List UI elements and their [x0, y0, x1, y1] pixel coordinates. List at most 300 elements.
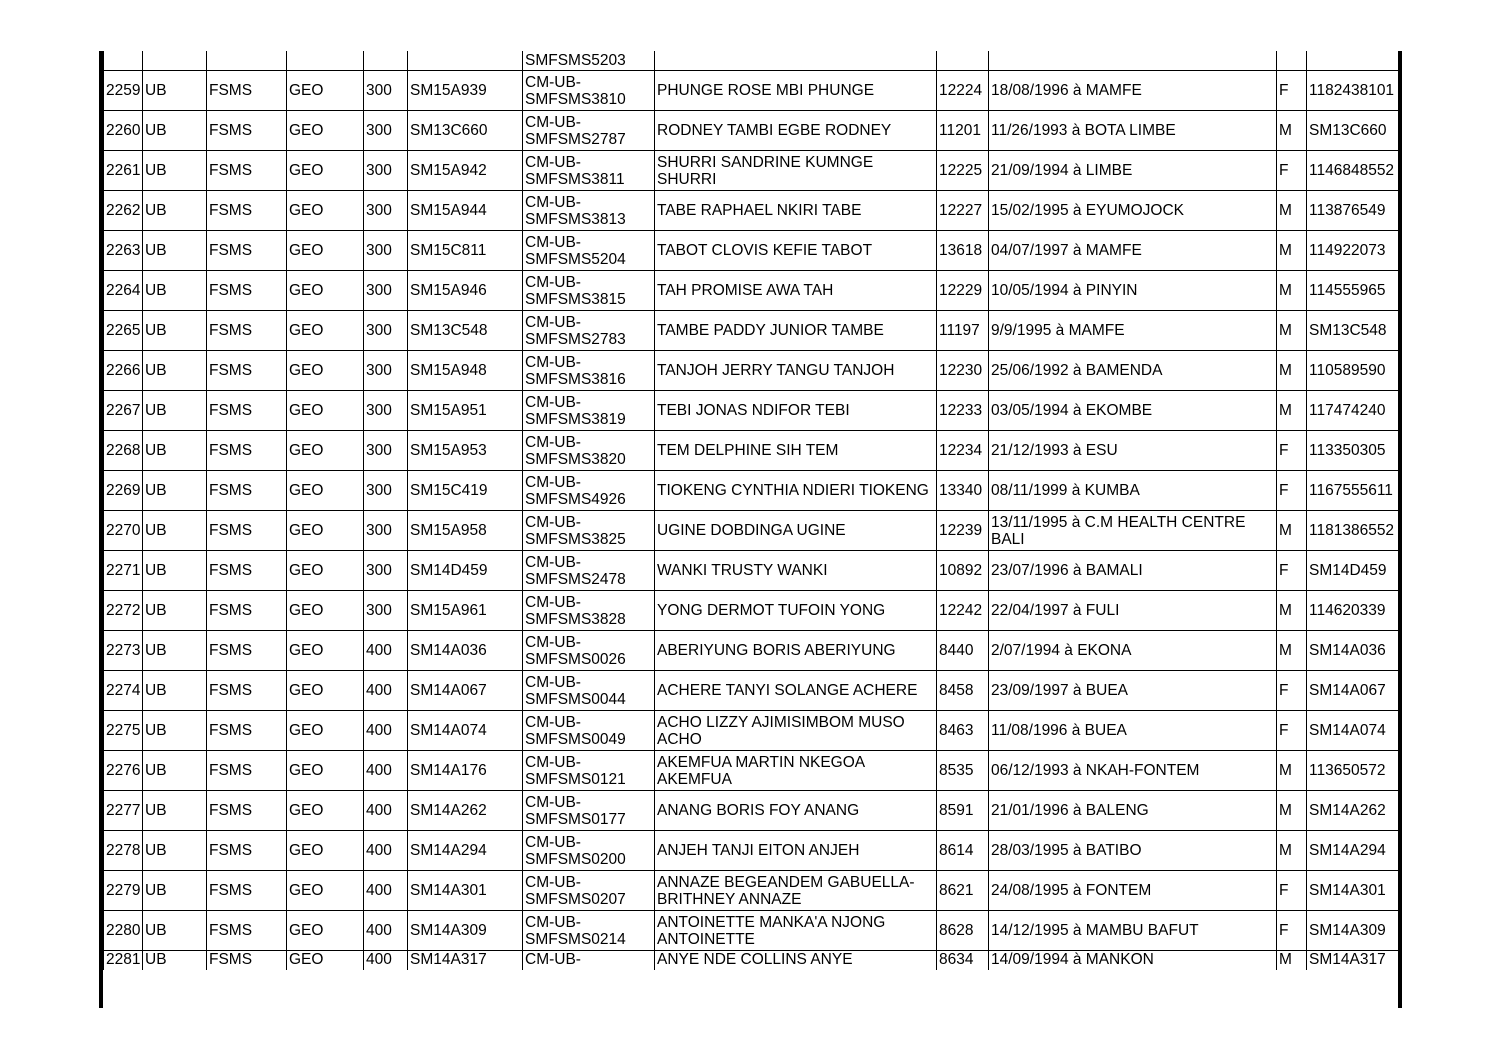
table-row — [104, 791, 1399, 831]
cell-university: UB — [143, 111, 207, 151]
cell-sex: M — [1277, 111, 1307, 151]
cell-department: GEO — [287, 751, 364, 791]
cell-code: CM-UB-SMFSMS0044 — [523, 671, 655, 711]
cell-sex: M — [1277, 191, 1307, 231]
cell-department: GEO — [287, 591, 364, 631]
cell-university: UB — [143, 831, 207, 871]
cell-university: UB — [143, 591, 207, 631]
cell-no: 2277 — [104, 791, 143, 831]
table-row — [104, 911, 1399, 951]
cell-name: TAMBE PADDY JUNIOR TAMBE — [655, 311, 937, 351]
cell-birth: 28/03/1995 à BATIBO — [989, 831, 1277, 871]
cell-university: UB — [143, 751, 207, 791]
cell-birth: 14/09/1994 à MANKON — [989, 951, 1277, 971]
cell-department: GEO — [287, 671, 364, 711]
cell-level: 400 — [364, 951, 408, 971]
cell-birth: 10/05/1994 à PINYIN — [989, 271, 1277, 311]
cell-matricule: SM14A301 — [408, 871, 523, 911]
cell-birth: 21/09/1994 à LIMBE — [989, 151, 1277, 191]
cell-number — [937, 51, 989, 71]
cell-faculty: FSMS — [207, 471, 287, 511]
cell-id: 114555965 — [1307, 271, 1399, 311]
cell-sex: F — [1277, 431, 1307, 471]
cell-id: SM14A036 — [1307, 631, 1399, 671]
cell-name: WANKI TRUSTY WANKI — [655, 551, 937, 591]
cell-department: GEO — [287, 271, 364, 311]
table-row — [104, 471, 1399, 511]
cell-faculty: FSMS — [207, 591, 287, 631]
cell-id: 1167555611 — [1307, 471, 1399, 511]
table-row — [104, 151, 1399, 191]
table-row — [104, 591, 1399, 631]
cell-faculty: FSMS — [207, 191, 287, 231]
cell-birth: 23/09/1997 à BUEA — [989, 671, 1277, 711]
table-row — [104, 431, 1399, 471]
cell-code: SMFSMS5203 — [523, 51, 655, 71]
cell-birth: 2/07/1994 à EKONA — [989, 631, 1277, 671]
cell-level: 400 — [364, 871, 408, 911]
table-row — [104, 191, 1399, 231]
table-row — [104, 111, 1399, 151]
cell-university: UB — [143, 71, 207, 111]
cell-number: 12242 — [937, 591, 989, 631]
cell-name: TIOKENG CYNTHIA NDIERI TIOKENG — [655, 471, 937, 511]
cell-university: UB — [143, 711, 207, 751]
cell-level: 300 — [364, 511, 408, 551]
cell-department: GEO — [287, 311, 364, 351]
cell-id: SM13C660 — [1307, 111, 1399, 151]
cell-university: UB — [143, 791, 207, 831]
cell-name: ANJEH TANJI EITON ANJEH — [655, 831, 937, 871]
cell-department: GEO — [287, 551, 364, 591]
cell-matricule: SM15A942 — [408, 151, 523, 191]
cell-matricule: SM15A958 — [408, 511, 523, 551]
cell-name: ANTOINETTE MANKA'A NJONG ANTOINETTE — [655, 911, 937, 951]
cell-faculty: FSMS — [207, 151, 287, 191]
cell-department: GEO — [287, 791, 364, 831]
cell-id: 110589590 — [1307, 351, 1399, 391]
cell-code: CM-UB-SMFSMS0121 — [523, 751, 655, 791]
cell-matricule: SM15A944 — [408, 191, 523, 231]
cell-id: 117474240 — [1307, 391, 1399, 431]
cell-birth: 24/08/1995 à FONTEM — [989, 871, 1277, 911]
cell-level: 300 — [364, 151, 408, 191]
cell-matricule: SM15C419 — [408, 471, 523, 511]
cell-code: CM-UB-SMFSMS5204 — [523, 231, 655, 271]
cell-number: 8621 — [937, 871, 989, 911]
cell-sex: F — [1277, 911, 1307, 951]
cell-sex: M — [1277, 951, 1307, 971]
cell-matricule: SM14A176 — [408, 751, 523, 791]
cell-number: 8628 — [937, 911, 989, 951]
cell-department: GEO — [287, 231, 364, 271]
cell-sex: M — [1277, 831, 1307, 871]
table-row-fragment-top — [104, 51, 1399, 71]
cell-sex: M — [1277, 791, 1307, 831]
cell-number: 12239 — [937, 511, 989, 551]
cell-university — [143, 51, 207, 71]
cell-no: 2264 — [104, 271, 143, 311]
cell-number: 8440 — [937, 631, 989, 671]
cell-no: 2261 — [104, 151, 143, 191]
cell-sex: M — [1277, 591, 1307, 631]
cell-department: GEO — [287, 711, 364, 751]
cell-code: CM-UB-SMFSMS3813 — [523, 191, 655, 231]
cell-name: PHUNGE ROSE MBI PHUNGE — [655, 71, 937, 111]
cell-name: ACHERE TANYI SOLANGE ACHERE — [655, 671, 937, 711]
cell-code: CM-UB-SMFSMS4926 — [523, 471, 655, 511]
cell-faculty: FSMS — [207, 271, 287, 311]
cell-level: 300 — [364, 471, 408, 511]
cell-level: 300 — [364, 191, 408, 231]
cell-level: 300 — [364, 71, 408, 111]
cell-faculty: FSMS — [207, 111, 287, 151]
cell-id: 114922073 — [1307, 231, 1399, 271]
cell-department: GEO — [287, 631, 364, 671]
cell-no: 2279 — [104, 871, 143, 911]
cell-name: TABE RAPHAEL NKIRI TABE — [655, 191, 937, 231]
cell-number: 8463 — [937, 711, 989, 751]
cell-name: ANNAZE BEGEANDEM GABUELLA-BRITHNEY ANNAZE — [655, 871, 937, 911]
cell-department: GEO — [287, 471, 364, 511]
cell-faculty: FSMS — [207, 511, 287, 551]
cell-sex: F — [1277, 671, 1307, 711]
table-row — [104, 71, 1399, 111]
cell-code: CM-UB-SMFSMS0200 — [523, 831, 655, 871]
cell-number: 8634 — [937, 951, 989, 971]
cell-sex: F — [1277, 151, 1307, 191]
cell-id: 1181386552 — [1307, 511, 1399, 551]
cell-university: UB — [143, 391, 207, 431]
cell-university: UB — [143, 471, 207, 511]
cell-department: GEO — [287, 111, 364, 151]
cell-no: 2263 — [104, 231, 143, 271]
cell-id: 113350305 — [1307, 431, 1399, 471]
cell-university: UB — [143, 671, 207, 711]
table-row — [104, 511, 1399, 551]
cell-name: RODNEY TAMBI EGBE RODNEY — [655, 111, 937, 151]
cell-code: CM-UB-SMFSMS3828 — [523, 591, 655, 631]
cell-matricule: SM15A946 — [408, 271, 523, 311]
cell-code: CM-UB-SMFSMS0207 — [523, 871, 655, 911]
cell-number: 12234 — [937, 431, 989, 471]
cell-department: GEO — [287, 431, 364, 471]
cell-faculty: FSMS — [207, 431, 287, 471]
cell-sex: F — [1277, 71, 1307, 111]
cell-id: SM14D459 — [1307, 551, 1399, 591]
cell-faculty: FSMS — [207, 351, 287, 391]
student-table — [103, 51, 1399, 970]
cell-department: GEO — [287, 871, 364, 911]
cell-faculty: FSMS — [207, 391, 287, 431]
cell-code: CM-UB-SMFSMS3820 — [523, 431, 655, 471]
cell-faculty: FSMS — [207, 711, 287, 751]
cell-sex: F — [1277, 711, 1307, 751]
cell-number: 12225 — [937, 151, 989, 191]
cell-faculty: FSMS — [207, 231, 287, 271]
cell-id: SM14A317 — [1307, 951, 1399, 971]
cell-level: 300 — [364, 111, 408, 151]
cell-birth: 23/07/1996 à BAMALI — [989, 551, 1277, 591]
cell-level: 400 — [364, 751, 408, 791]
cell-university: UB — [143, 351, 207, 391]
cell-no — [104, 51, 143, 71]
cell-matricule: SM15A961 — [408, 591, 523, 631]
cell-no: 2270 — [104, 511, 143, 551]
cell-birth: 21/12/1993 à ESU — [989, 431, 1277, 471]
cell-sex: M — [1277, 631, 1307, 671]
cell-birth: 06/12/1993 à NKAH-FONTEM — [989, 751, 1277, 791]
cell-matricule: SM14A074 — [408, 711, 523, 751]
table-row — [104, 351, 1399, 391]
cell-matricule: SM15A953 — [408, 431, 523, 471]
cell-code: CM-UB-SMFSMS3816 — [523, 351, 655, 391]
cell-number: 8458 — [937, 671, 989, 711]
cell-number: 12229 — [937, 271, 989, 311]
cell-sex: M — [1277, 231, 1307, 271]
cell-department: GEO — [287, 151, 364, 191]
cell-matricule: SM15C811 — [408, 231, 523, 271]
cell-department: GEO — [287, 71, 364, 111]
cell-name: AKEMFUA MARTIN NKEGOA AKEMFUA — [655, 751, 937, 791]
cell-number: 10892 — [937, 551, 989, 591]
cell-number: 8614 — [937, 831, 989, 871]
cell-id: 114620339 — [1307, 591, 1399, 631]
cell-no: 2266 — [104, 351, 143, 391]
cell-code: CM-UB-SMFSMS2478 — [523, 551, 655, 591]
cell-no: 2260 — [104, 111, 143, 151]
cell-department: GEO — [287, 351, 364, 391]
cell-university: UB — [143, 231, 207, 271]
cell-matricule: SM13C660 — [408, 111, 523, 151]
cell-sex: F — [1277, 471, 1307, 511]
cell-university: UB — [143, 951, 207, 971]
cell-birth: 04/07/1997 à MAMFE — [989, 231, 1277, 271]
cell-birth: 18/08/1996 à MAMFE — [989, 71, 1277, 111]
cell-sex: F — [1277, 551, 1307, 591]
cell-level: 300 — [364, 551, 408, 591]
cell-name: UGINE DOBDINGA UGINE — [655, 511, 937, 551]
cell-birth: 15/02/1995 à EYUMOJOCK — [989, 191, 1277, 231]
cell-id: SM14A067 — [1307, 671, 1399, 711]
cell-level: 400 — [364, 631, 408, 671]
table-row — [104, 871, 1399, 911]
table-row — [104, 231, 1399, 271]
cell-name: TABOT CLOVIS KEFIE TABOT — [655, 231, 937, 271]
cell-no: 2275 — [104, 711, 143, 751]
cell-faculty — [207, 51, 287, 71]
cell-code: CM-UB-SMFSMS2783 — [523, 311, 655, 351]
cell-no: 2269 — [104, 471, 143, 511]
cell-birth: 11/08/1996 à BUEA — [989, 711, 1277, 751]
cell-birth: 11/26/1993 à BOTA LIMBE — [989, 111, 1277, 151]
cell-number: 8591 — [937, 791, 989, 831]
cell-no: 2274 — [104, 671, 143, 711]
cell-department: GEO — [287, 951, 364, 971]
cell-id: SM14A074 — [1307, 711, 1399, 751]
cell-no: 2273 — [104, 631, 143, 671]
cell-name: TEM DELPHINE SIH TEM — [655, 431, 937, 471]
cell-number: 11201 — [937, 111, 989, 151]
cell-university: UB — [143, 551, 207, 591]
cell-birth — [989, 51, 1277, 71]
cell-level: 300 — [364, 591, 408, 631]
cell-code: CM-UB-SMFSMS0177 — [523, 791, 655, 831]
cell-matricule: SM14A036 — [408, 631, 523, 671]
cell-faculty: FSMS — [207, 71, 287, 111]
cell-university: UB — [143, 511, 207, 551]
cell-faculty: FSMS — [207, 551, 287, 591]
cell-level: 300 — [364, 391, 408, 431]
cell-department: GEO — [287, 191, 364, 231]
cell-level: 400 — [364, 711, 408, 751]
cell-name: ANYE NDE COLLINS ANYE — [655, 951, 937, 971]
cell-level: 400 — [364, 911, 408, 951]
cell-university: UB — [143, 431, 207, 471]
cell-sex — [1277, 51, 1307, 71]
cell-faculty: FSMS — [207, 751, 287, 791]
cell-no: 2262 — [104, 191, 143, 231]
cell-birth: 08/11/1999 à KUMBA — [989, 471, 1277, 511]
cell-no: 2265 — [104, 311, 143, 351]
cell-code: CM-UB-SMFSMS2787 — [523, 111, 655, 151]
cell-number: 12224 — [937, 71, 989, 111]
cell-id — [1307, 51, 1399, 71]
cell-name: TANJOH JERRY TANGU TANJOH — [655, 351, 937, 391]
cell-matricule: SM14A309 — [408, 911, 523, 951]
cell-birth: 21/01/1996 à BALENG — [989, 791, 1277, 831]
cell-id: SM14A262 — [1307, 791, 1399, 831]
cell-id: SM13C548 — [1307, 311, 1399, 351]
cell-code: CM-UB-SMFSMS3810 — [523, 71, 655, 111]
cell-faculty: FSMS — [207, 831, 287, 871]
cell-university: UB — [143, 191, 207, 231]
cell-faculty: FSMS — [207, 631, 287, 671]
cell-matricule: SM14A317 — [408, 951, 523, 971]
student-list-sheet — [99, 51, 1402, 1008]
cell-no: 2259 — [104, 71, 143, 111]
cell-level: 300 — [364, 271, 408, 311]
cell-faculty: FSMS — [207, 671, 287, 711]
cell-department: GEO — [287, 391, 364, 431]
cell-number: 11197 — [937, 311, 989, 351]
cell-name: YONG DERMOT TUFOIN YONG — [655, 591, 937, 631]
cell-code: CM-UB-SMFSMS3825 — [523, 511, 655, 551]
cell-name — [655, 51, 937, 71]
table-row — [104, 391, 1399, 431]
table-row — [104, 831, 1399, 871]
cell-no: 2272 — [104, 591, 143, 631]
cell-department: GEO — [287, 911, 364, 951]
cell-number: 8535 — [937, 751, 989, 791]
cell-number: 13340 — [937, 471, 989, 511]
cell-birth: 9/9/1995 à MAMFE — [989, 311, 1277, 351]
cell-university: UB — [143, 631, 207, 671]
cell-sex: M — [1277, 391, 1307, 431]
cell-birth: 25/06/1992 à BAMENDA — [989, 351, 1277, 391]
cell-name: TEBI JONAS NDIFOR TEBI — [655, 391, 937, 431]
cell-no: 2278 — [104, 831, 143, 871]
cell-matricule: SM14D459 — [408, 551, 523, 591]
cell-code: CM-UB-SMFSMS3815 — [523, 271, 655, 311]
cell-no: 2271 — [104, 551, 143, 591]
cell-level: 400 — [364, 791, 408, 831]
cell-code: CM-UB-SMFSMS0026 — [523, 631, 655, 671]
table-row — [104, 751, 1399, 791]
cell-sex: F — [1277, 871, 1307, 911]
cell-department — [287, 51, 364, 71]
cell-code: CM-UB-SMFSMS0049 — [523, 711, 655, 751]
cell-id: SM14A301 — [1307, 871, 1399, 911]
cell-faculty: FSMS — [207, 791, 287, 831]
cell-faculty: FSMS — [207, 911, 287, 951]
cell-no: 2280 — [104, 911, 143, 951]
table-row — [104, 551, 1399, 591]
cell-name: TAH PROMISE AWA TAH — [655, 271, 937, 311]
cell-no: 2267 — [104, 391, 143, 431]
cell-university: UB — [143, 151, 207, 191]
cell-sex: M — [1277, 751, 1307, 791]
cell-name: ABERIYUNG BORIS ABERIYUNG — [655, 631, 937, 671]
cell-id: SM14A309 — [1307, 911, 1399, 951]
table-row — [104, 271, 1399, 311]
table-row — [104, 631, 1399, 671]
cell-name: ANANG BORIS FOY ANANG — [655, 791, 937, 831]
cell-number: 12233 — [937, 391, 989, 431]
cell-matricule: SM13C548 — [408, 311, 523, 351]
cell-university: UB — [143, 271, 207, 311]
table-row — [104, 711, 1399, 751]
table-row — [104, 311, 1399, 351]
cell-matricule: SM15A948 — [408, 351, 523, 391]
cell-faculty: FSMS — [207, 311, 287, 351]
cell-birth: 13/11/1995 à C.M HEALTH CENTRE BALI — [989, 511, 1277, 551]
cell-id: SM14A294 — [1307, 831, 1399, 871]
cell-id: 113650572 — [1307, 751, 1399, 791]
cell-birth: 14/12/1995 à MAMBU BAFUT — [989, 911, 1277, 951]
cell-faculty: FSMS — [207, 951, 287, 971]
cell-code: CM-UB-SMFSMS0214 — [523, 911, 655, 951]
cell-matricule: SM15A951 — [408, 391, 523, 431]
cell-matricule: SM14A262 — [408, 791, 523, 831]
table-body — [104, 51, 1399, 970]
cell-level: 300 — [364, 351, 408, 391]
cell-matricule: SM14A294 — [408, 831, 523, 871]
cell-number: 13618 — [937, 231, 989, 271]
cell-matricule: SM14A067 — [408, 671, 523, 711]
cell-number: 12230 — [937, 351, 989, 391]
cell-level: 300 — [364, 231, 408, 271]
cell-sex: M — [1277, 271, 1307, 311]
cell-level: 300 — [364, 431, 408, 471]
cell-id: 1146848552 — [1307, 151, 1399, 191]
cell-university: UB — [143, 311, 207, 351]
table-row — [104, 671, 1399, 711]
cell-id: 1182438101 — [1307, 71, 1399, 111]
cell-name: ACHO LIZZY AJIMISIMBOM MUSO ACHO — [655, 711, 937, 751]
table-row-fragment-bottom — [104, 951, 1399, 971]
cell-level: 400 — [364, 831, 408, 871]
cell-birth: 22/04/1997 à FULI — [989, 591, 1277, 631]
cell-level: 400 — [364, 671, 408, 711]
cell-matricule: SM15A939 — [408, 71, 523, 111]
cell-level: 300 — [364, 311, 408, 351]
cell-faculty: FSMS — [207, 871, 287, 911]
cell-sex: M — [1277, 351, 1307, 391]
cell-sex: M — [1277, 511, 1307, 551]
cell-matricule — [408, 51, 523, 71]
cell-id: 113876549 — [1307, 191, 1399, 231]
